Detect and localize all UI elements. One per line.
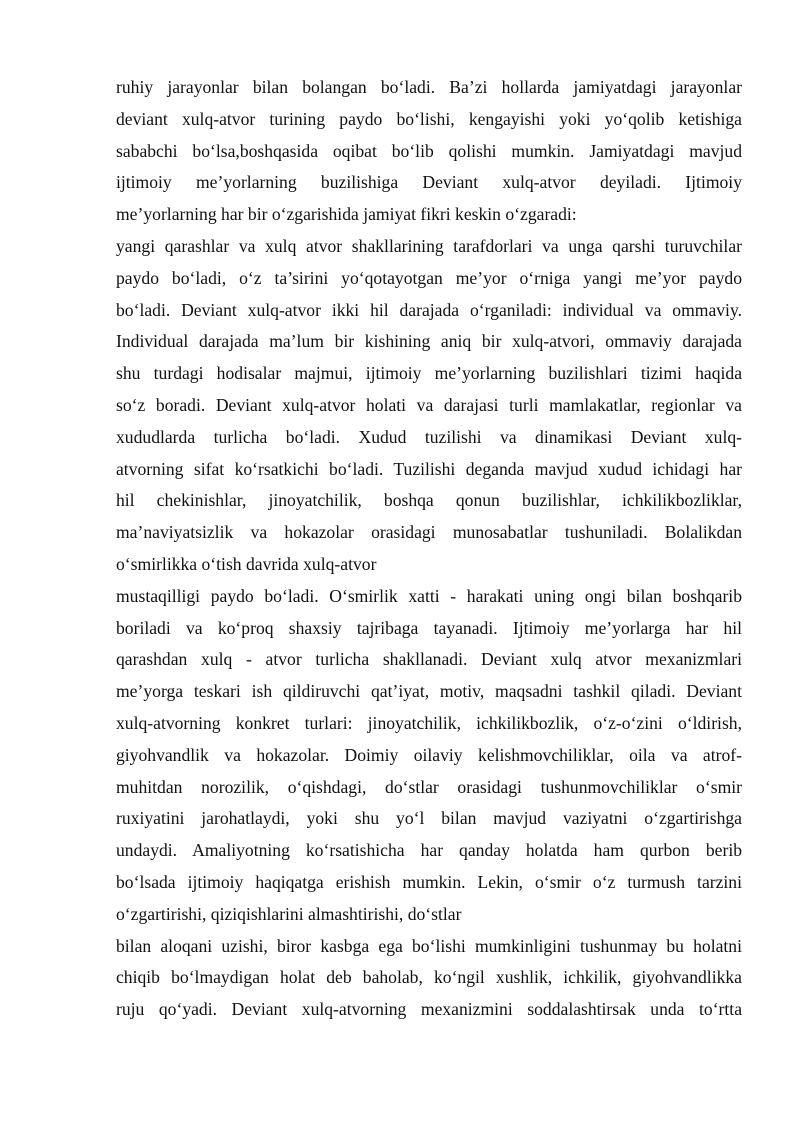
- text-line: sababchi bo‘lsa,boshqasida oqibat bo‘lib qolishi mumkin. Jamiyatdagi mavjud: [116, 140, 742, 161]
- text-line: yangi qarashlar va xulq atvor shakllarining tarafdorlari va unga qarshi turuvchilar: [116, 235, 742, 256]
- text-line: o‘smirlikka o‘tish davrida xulq-atvor: [116, 553, 377, 574]
- text-line: shu turdagi hodisalar majmui, ijtimoiy me’yorlarning buzilishlari tizimi haqida: [116, 363, 742, 384]
- text-line: chiqib bo‘lmaydigan holat deb baholab, ko‘ngil xushlik, ichkilik, giyohvandlikka: [116, 967, 742, 988]
- text-line: paydo bo‘ladi, o‘z ta’sirini yo‘qotayotgan me’yor o‘rniga yangi me’yor paydo: [116, 267, 742, 288]
- text-line: so‘z boradi. Deviant xulq-atvor holati va darajasi turli mamlakatlar, regionlar va: [116, 394, 742, 415]
- text-line: ma’naviyatsizlik va hokazolar orasidagi munosabatlar tushuniladi. Bolalikdan: [116, 522, 742, 543]
- text-line: o‘zgartirishi, qiziqishlarini almashtirishi, do‘stlar: [116, 903, 462, 924]
- text-line: atvorning sifat ko‘rsatkichi bo‘ladi. Tuzilishi deganda mavjud xudud ichidagi har: [116, 458, 742, 479]
- text-line: undaydi. Amaliyotning ko‘rsatishicha har qanday holatda ham qurbon berib: [116, 840, 742, 861]
- document-body-text: [116, 72, 742, 1026]
- text-line: ruxiyatini jarohatlaydi, yoki shu yo‘l bilan mavjud vaziyatni o‘zgartirishga: [116, 808, 742, 829]
- text-line: xududlarda turlicha bo‘ladi. Xudud tuzilishi va dinamikasi Deviant xulq-: [116, 426, 742, 447]
- text-line: ruju qo‘yadi. Deviant xulq-atvorning mexanizmini soddalashtirsak unda to‘rtta: [116, 999, 742, 1020]
- text-line: ijtimoiy me’yorlarning buzilishiga Deviant xulq-atvor deyiladi. Ijtimoiy: [116, 172, 742, 193]
- text-line: bo‘lsada ijtimoiy haqiqatga erishish mumkin. Lekin, o‘smir o‘z turmush tarzini: [116, 871, 742, 892]
- text-line: ruhiy jarayonlar bilan bolangan bo‘ladi. Ba’zi hollarda jamiyatdagi jarayonlar: [116, 77, 742, 97]
- text-line: me’yorlarning har bir o‘zgarishida jamiyat fikri keskin o‘zgaradi:: [116, 204, 577, 225]
- text-line: me’yorga teskari ish qildiruvchi qat’iyat, motiv, maqsadni tashkil qiladi. Deviant: [116, 681, 742, 702]
- text-line: Individual darajada ma’lum bir kishining aniq bir xulq-atvori, ommaviy darajada: [116, 331, 742, 352]
- text-line: mustaqilligi paydo bo‘ladi. O‘smirlik xatti - harakati uning ongi bilan boshqarib: [116, 585, 742, 606]
- text-line: bilan aloqani uzishi, biror kasbga ega bo‘lishi mumkinligini tushunmay bu holatni: [116, 935, 742, 956]
- text-line: qarashdan xulq - atvor turlicha shakllanadi. Deviant xulq atvor mexanizmlari: [116, 649, 742, 670]
- text-line: xulq-atvorning konkret turlari: jinoyatchilik, ichkilikbozlik, o‘z-o‘zini o‘ldirish,: [116, 712, 742, 733]
- text-line: muhitdan norozilik, o‘qishdagi, do‘stlar orasidagi tushunmovchiliklar o‘smir: [116, 776, 742, 797]
- text-line: bo‘ladi. Deviant xulq-atvor ikki hil darajada o‘rganiladi: individual va ommaviy.: [116, 299, 742, 320]
- text-line: deviant xulq-atvor turining paydo bo‘lishi, kengayishi yoki yo‘qolib ketishiga: [116, 108, 742, 129]
- text-line: boriladi va ko‘proq shaxsiy tajribaga tayanadi. Ijtimoiy me’yorlarga har hil: [116, 617, 742, 638]
- text-line: giyohvandlik va hokazolar. Doimiy oilaviy kelishmovchiliklar, oila va atrof-: [116, 744, 742, 765]
- text-line: hil chekinishlar, jinoyatchilik, boshqa qonun buzilishlar, ichkilikbozliklar,: [116, 490, 742, 511]
